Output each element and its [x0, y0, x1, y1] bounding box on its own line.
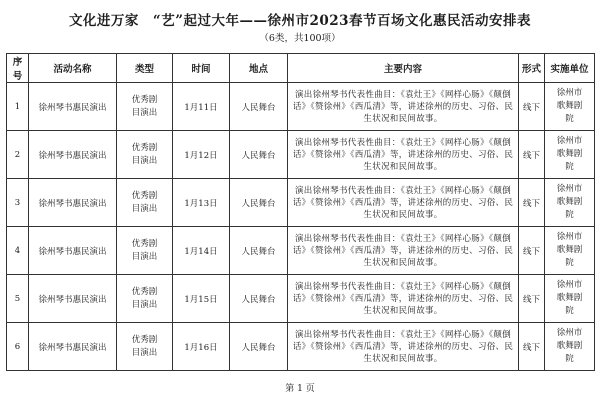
cell-type	[117, 275, 173, 323]
cell-index: 5	[7, 275, 29, 323]
page-number: 第 1 页	[285, 384, 315, 394]
cell-location: 人民舞台	[230, 83, 288, 131]
cell-form: 线下	[519, 227, 545, 275]
cell-form: 线下	[519, 131, 545, 179]
cell-time: 1月15日	[173, 275, 230, 323]
cell-location: 人民舞台	[230, 323, 288, 371]
cell-location: 人民舞台	[230, 131, 288, 179]
cell-org-text: 徐州市歌舞剧院	[556, 328, 583, 364]
cell-type-text: 优秀剧目演出	[131, 94, 158, 118]
cell-content	[288, 179, 519, 227]
cell-time: 1月14日	[173, 227, 230, 275]
cell-name: 徐州琴书惠民演出	[29, 83, 117, 131]
header-org: 实施单位	[545, 54, 595, 83]
cell-type-text: 优秀剧目演出	[131, 238, 158, 262]
cell-form: 线下	[519, 179, 545, 227]
schedule-table	[6, 53, 595, 371]
cell-form: 线下	[519, 83, 545, 131]
cell-org	[545, 131, 595, 179]
header-location: 地点	[230, 54, 288, 83]
cell-name: 徐州琴书惠民演出	[29, 323, 117, 371]
cell-index: 2	[7, 131, 29, 179]
cell-content-text: 演出徐州琴书代表性曲目：《袁灶王》《网样心肠》《颠倒话》《赞徐州》《西瓜清》等，讲述徐州的历史、习俗、民生状况和民间故事。	[292, 281, 514, 316]
cell-content	[288, 227, 519, 275]
cell-location: 人民舞台	[230, 179, 288, 227]
cell-org	[545, 227, 595, 275]
cell-org	[545, 323, 595, 371]
cell-type-text: 优秀剧目演出	[131, 334, 158, 358]
cell-content	[288, 131, 519, 179]
header-form: 形式	[519, 54, 545, 83]
cell-type-text: 优秀剧目演出	[131, 286, 158, 310]
table-row	[7, 275, 595, 323]
cell-org-text: 徐州市歌舞剧院	[556, 136, 583, 172]
cell-content	[288, 323, 519, 371]
page-subtitle: （6类，共100项）	[259, 33, 341, 44]
cell-content	[288, 83, 519, 131]
table-row	[7, 227, 595, 275]
cell-time: 1月16日	[173, 323, 230, 371]
cell-org	[545, 83, 595, 131]
header-time: 时间	[173, 54, 230, 83]
cell-index: 1	[7, 83, 29, 131]
cell-content-text: 演出徐州琴书代表性曲目：《袁灶王》《网样心肠》《颠倒话》《赞徐州》《西瓜清》等，讲述徐州的历史、习俗、民生状况和民间故事。	[292, 329, 514, 364]
cell-content	[288, 275, 519, 323]
cell-name: 徐州琴书惠民演出	[29, 275, 117, 323]
cell-time: 1月11日	[173, 83, 230, 131]
cell-type	[117, 131, 173, 179]
cell-type	[117, 179, 173, 227]
cell-type	[117, 227, 173, 275]
header-name: 活动名称	[29, 54, 117, 83]
cell-content-text: 演出徐州琴书代表性曲目：《袁灶王》《网样心肠》《颠倒话》《赞徐州》《西瓜清》等，讲述徐州的历史、习俗、民生状况和民间故事。	[292, 137, 514, 172]
cell-type-text: 优秀剧目演出	[131, 142, 158, 166]
cell-time: 1月12日	[173, 131, 230, 179]
cell-time: 1月13日	[173, 179, 230, 227]
cell-type	[117, 83, 173, 131]
cell-location: 人民舞台	[230, 275, 288, 323]
table-row	[7, 83, 595, 131]
header-content: 主要内容	[288, 54, 519, 83]
cell-org-text: 徐州市歌舞剧院	[556, 184, 583, 220]
header-index: 序号	[7, 54, 29, 83]
cell-org	[545, 179, 595, 227]
cell-name: 徐州琴书惠民演出	[29, 227, 117, 275]
page-title: 文化进万家 “艺”起过大年——徐州市2023春节百场文化惠民活动安排表	[68, 13, 532, 29]
cell-index: 4	[7, 227, 29, 275]
cell-form: 线下	[519, 323, 545, 371]
cell-form: 线下	[519, 275, 545, 323]
header-type: 类型	[117, 54, 173, 83]
cell-type	[117, 323, 173, 371]
cell-org-text: 徐州市歌舞剧院	[556, 88, 583, 124]
table-row	[7, 323, 595, 371]
cell-name: 徐州琴书惠民演出	[29, 179, 117, 227]
cell-location: 人民舞台	[230, 227, 288, 275]
cell-name: 徐州琴书惠民演出	[29, 131, 117, 179]
cell-content-text: 演出徐州琴书代表性曲目：《袁灶王》《网样心肠》《颠倒话》《赞徐州》《西瓜清》等，讲述徐州的历史、习俗、民生状况和民间故事。	[292, 185, 514, 220]
cell-org-text: 徐州市歌舞剧院	[556, 232, 583, 268]
cell-index: 6	[7, 323, 29, 371]
cell-org-text: 徐州市歌舞剧院	[556, 280, 583, 316]
cell-org	[545, 275, 595, 323]
cell-index: 3	[7, 179, 29, 227]
table-row	[7, 131, 595, 179]
cell-content-text: 演出徐州琴书代表性曲目：《袁灶王》《网样心肠》《颠倒话》《赞徐州》《西瓜清》等，讲述徐州的历史、习俗、民生状况和民间故事。	[292, 233, 514, 268]
cell-content-text: 演出徐州琴书代表性曲目：《袁灶王》《网样心肠》《颠倒话》《赞徐州》《西瓜清》等，讲述徐州的历史、习俗、民生状况和民间故事。	[292, 89, 514, 124]
header-row	[7, 54, 595, 83]
cell-type-text: 优秀剧目演出	[131, 190, 158, 214]
table-row	[7, 179, 595, 227]
